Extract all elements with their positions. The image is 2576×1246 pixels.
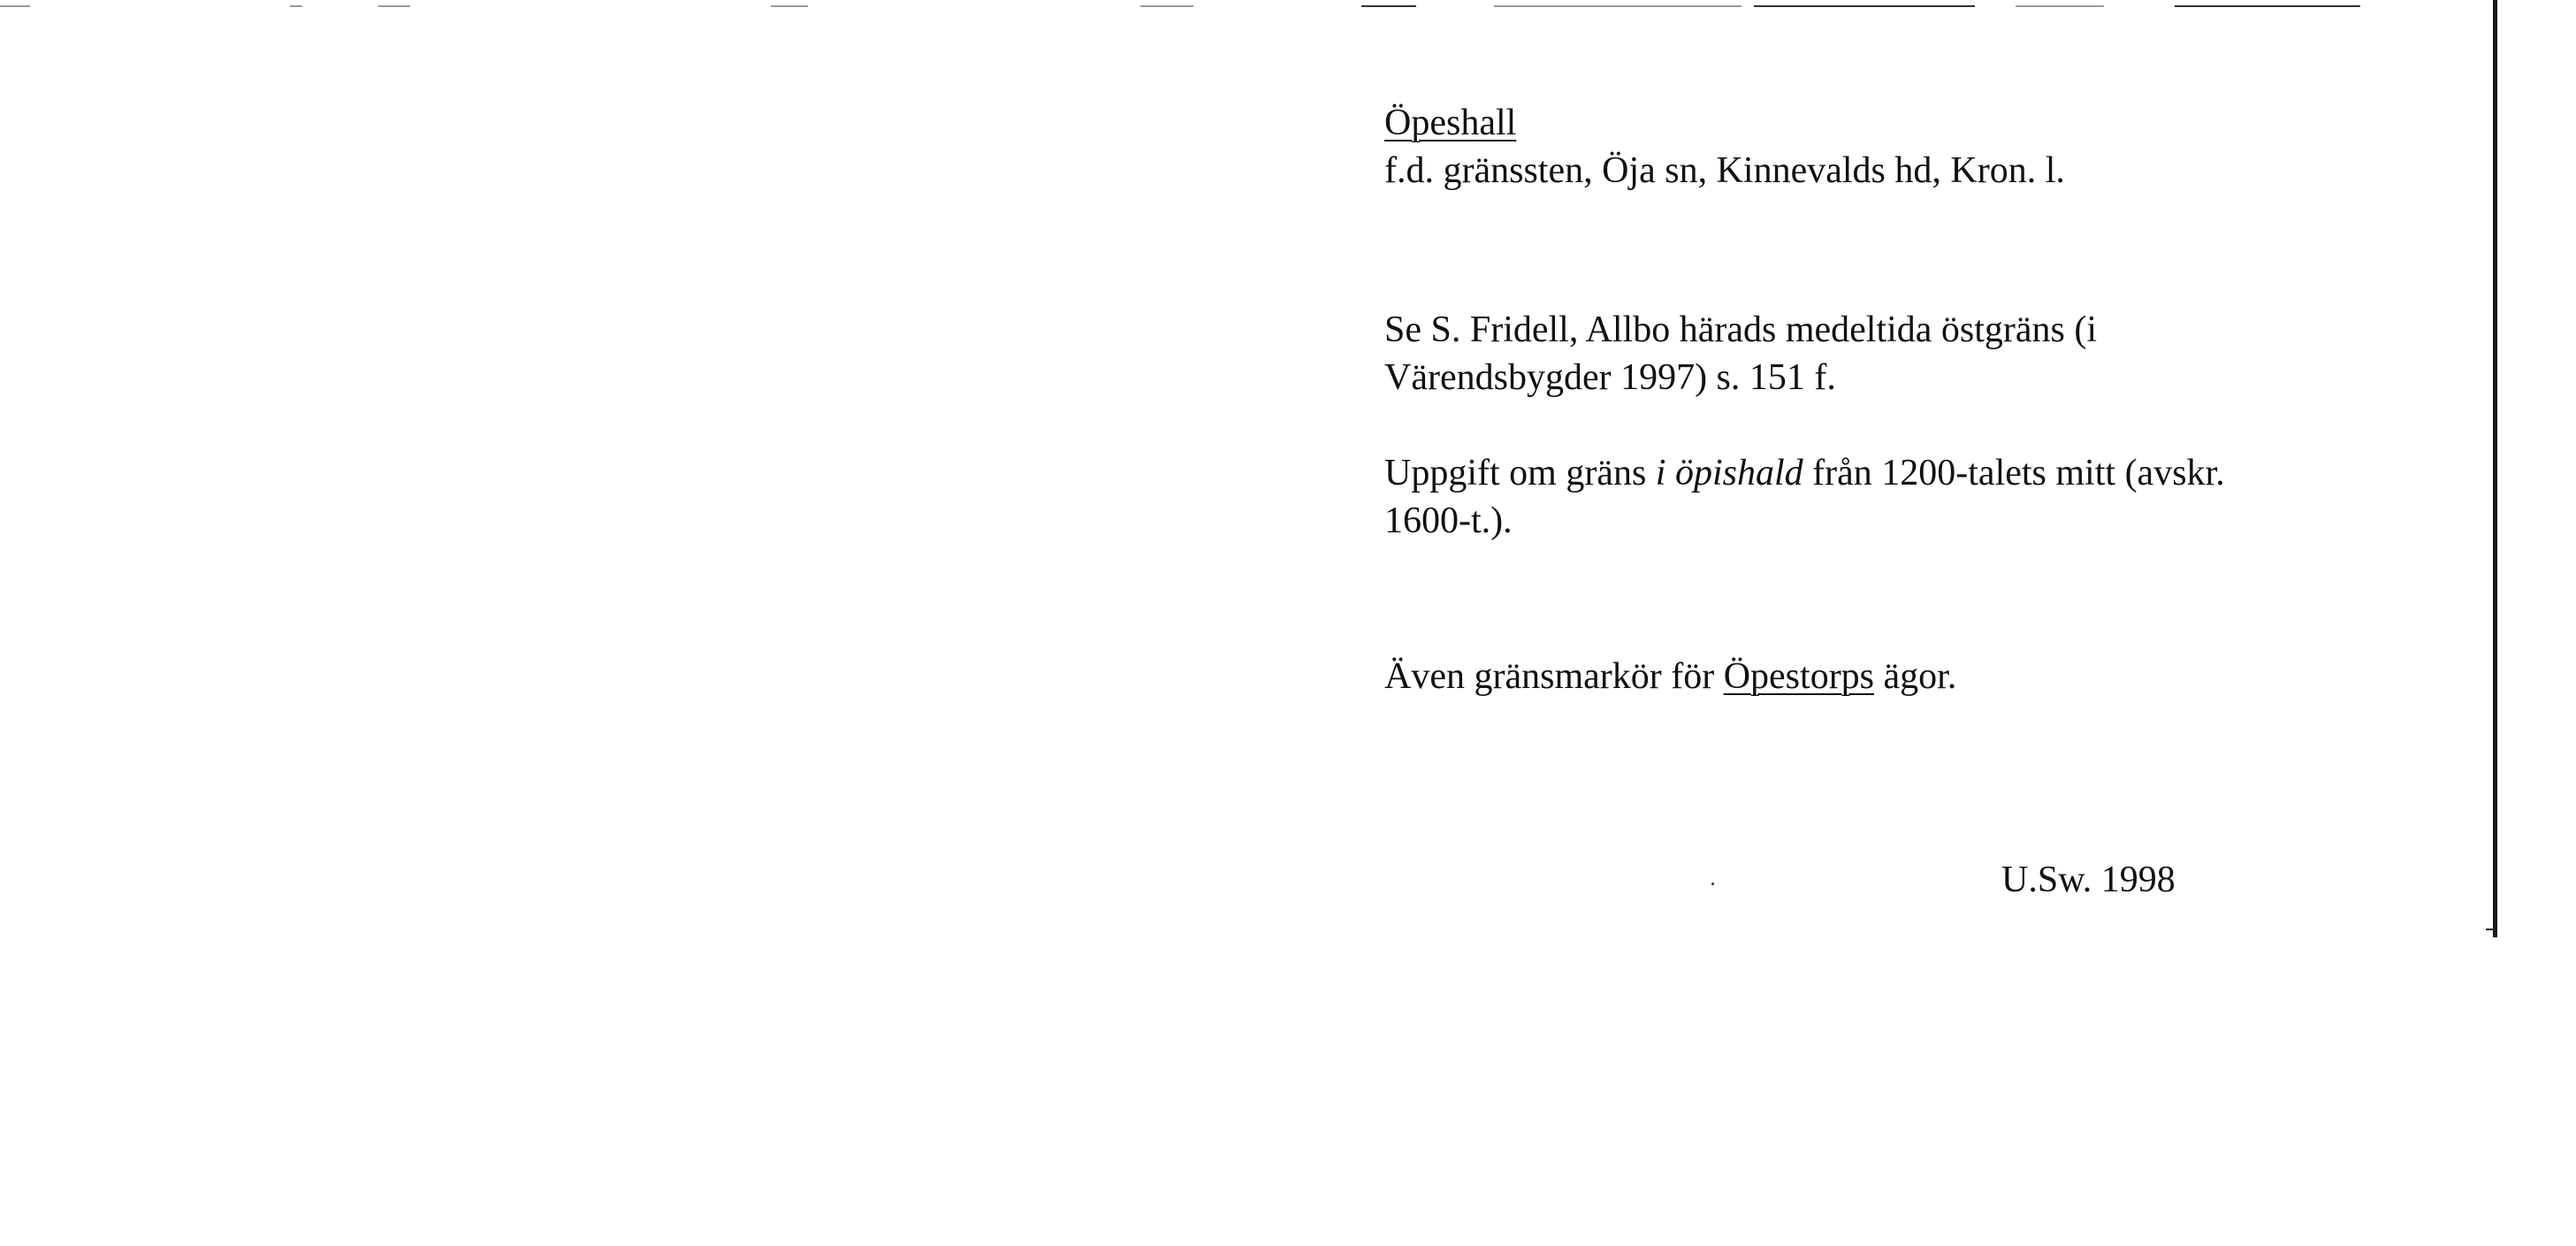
card-right-border <box>2493 0 2497 937</box>
scan-artifact-line <box>1361 5 1416 7</box>
note-suffix: från 1200-talets mitt (avskr. <box>1802 453 2225 493</box>
reference-line-1: Se S. Fridell, Allbo härads medeltida östgräns (i <box>1384 310 2098 350</box>
card-border-tick <box>2486 929 2496 930</box>
place-name: Öpeshall <box>1384 103 1517 143</box>
scan-artifact-line <box>378 5 410 7</box>
also-suffix: ägor. <box>1874 656 1957 697</box>
scan-artifact-line <box>1754 5 1975 7</box>
note-italic-form: i öpishald <box>1655 453 1803 493</box>
reference-paragraph <box>1384 306 2410 401</box>
card-heading <box>1384 99 2410 195</box>
scan-artifact-line <box>2175 5 2360 7</box>
cross-reference-link: Öpestorps <box>1723 656 1875 697</box>
scan-artifact-line <box>290 5 302 7</box>
reference-line-2: Värendsbygder 1997) s. 151 f. <box>1384 357 1836 398</box>
note-paragraph <box>1384 449 2410 545</box>
note-prefix: Uppgift om gräns <box>1384 453 1656 493</box>
scan-speck <box>1711 883 1714 885</box>
scan-artifact-line <box>1140 5 1193 7</box>
scan-artifact-line <box>0 5 30 7</box>
scan-artifact-line <box>2016 5 2104 7</box>
scan-artifact-line <box>1494 5 1741 7</box>
note-line-1 <box>1384 449 2410 497</box>
also-paragraph <box>1384 653 2410 700</box>
also-prefix: Även gränsmarkör för <box>1384 656 1724 697</box>
scan-artifact-line <box>771 5 808 7</box>
place-description: f.d. gränssten, Öja sn, Kinnevalds hd, Kron. l. <box>1384 150 2065 191</box>
note-line-2: 1600-t.). <box>1384 501 1513 541</box>
author-signature: U.Sw. 1998 <box>2001 860 2176 900</box>
